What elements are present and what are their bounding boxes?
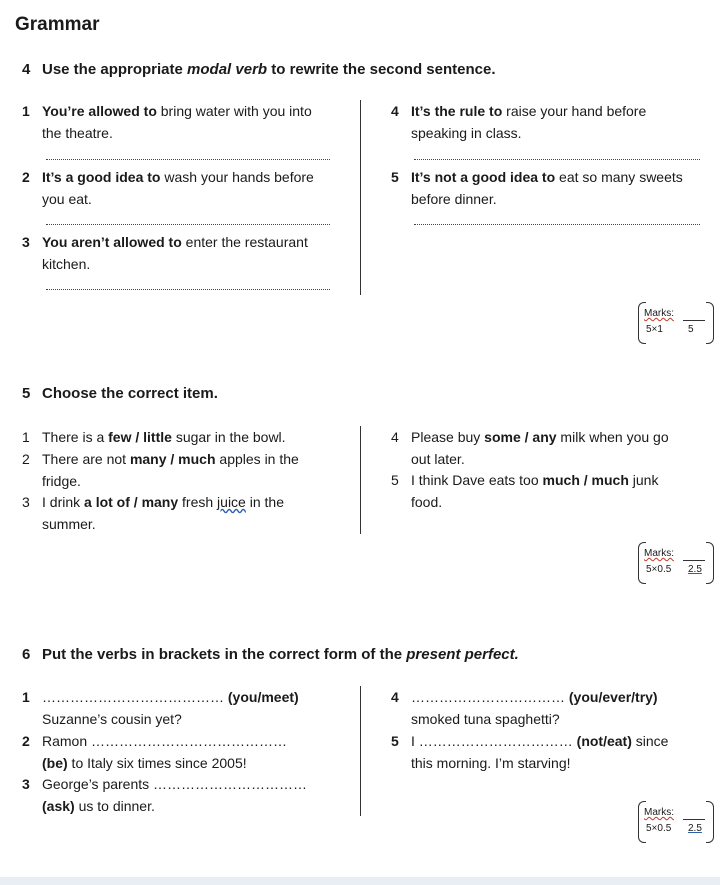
ex4-item-4: 4 It’s the rule to raise your hand before speaking in class.: [391, 103, 647, 141]
ex4-answer-line-5[interactable]: [414, 224, 700, 225]
exercise-6-heading: 6 Put the verbs in brackets in the correct form of the present perfect.: [22, 646, 519, 663]
ex6-item-3: 3 George’s parents …………………………… (ask) us to dinner.: [22, 776, 308, 814]
ex6-item-4: 4 …………………………… (you/ever/try) smoked tuna spaghetti?: [391, 689, 658, 727]
ex5-item-5: 5 I think Dave eats too much / much junk food.: [391, 472, 659, 510]
answer-blank[interactable]: ……………………………: [153, 776, 308, 792]
ex4-marks-box: Marks: 5×1 5: [638, 302, 714, 344]
ex4-answer-line-2[interactable]: [46, 224, 330, 225]
column-divider: [360, 100, 361, 295]
ex5-item-2: 2 There are not many / much apples in the fridge.: [22, 451, 299, 489]
ex4-item-2: 2 It’s a good idea to wash your hands before you eat.: [22, 169, 314, 207]
ex4-answer-line-1[interactable]: [46, 159, 330, 160]
ex4-answer-line-4[interactable]: [414, 159, 700, 160]
ex6-item-2: 2 Ramon …………………………………… (be) to Italy six times since 2005!: [22, 733, 288, 771]
answer-blank[interactable]: ……………………………: [411, 689, 565, 705]
answer-blank[interactable]: ……………………………………: [91, 733, 288, 749]
ex5-item-3: 3 I drink a lot of / many fresh juice in the summer.: [22, 494, 284, 532]
ex5-marks-box: Marks: 5×0.5 2.5: [638, 542, 714, 584]
page-title: Grammar: [15, 14, 100, 35]
column-divider: [360, 686, 361, 816]
exercise-5-heading: 5 Choose the correct item.: [22, 385, 218, 402]
ex4-item-3: 3 You aren’t allowed to enter the restaurant kitchen.: [22, 234, 308, 272]
exercise-4-heading: 4 Use the appropriate modal verb to rewrite the second sentence.: [22, 61, 496, 78]
answer-blank[interactable]: ……………………………: [418, 733, 573, 749]
exercise-number: 6: [22, 646, 31, 663]
column-divider: [360, 426, 361, 534]
ex6-item-5: 5 I …………………………… (not/eat) since this morning. I’m starving!: [391, 733, 669, 771]
exercise-number: 4: [22, 61, 31, 78]
ex4-item-5: 5 It’s not a good idea to eat so many sweets before dinner.: [391, 169, 683, 207]
ex4-answer-line-3[interactable]: [46, 289, 330, 290]
ex4-item-1: 1 You’re allowed to bring water with you into the theatre.: [22, 103, 312, 141]
exercise-number: 5: [22, 385, 31, 402]
ex6-item-1: 1 ………………………………… (you/meet) Suzanne’s cousin yet?: [22, 689, 299, 727]
ex6-marks-box: Marks: 5×0.5 2.5: [638, 801, 714, 843]
ex5-item-1: 1 There is a few / little sugar in the bowl.: [22, 429, 286, 445]
ex5-item-4: 4 Please buy some / any milk when you go out later.: [391, 429, 669, 467]
footer-bar: [0, 877, 720, 885]
answer-blank[interactable]: …………………………………: [42, 689, 224, 705]
